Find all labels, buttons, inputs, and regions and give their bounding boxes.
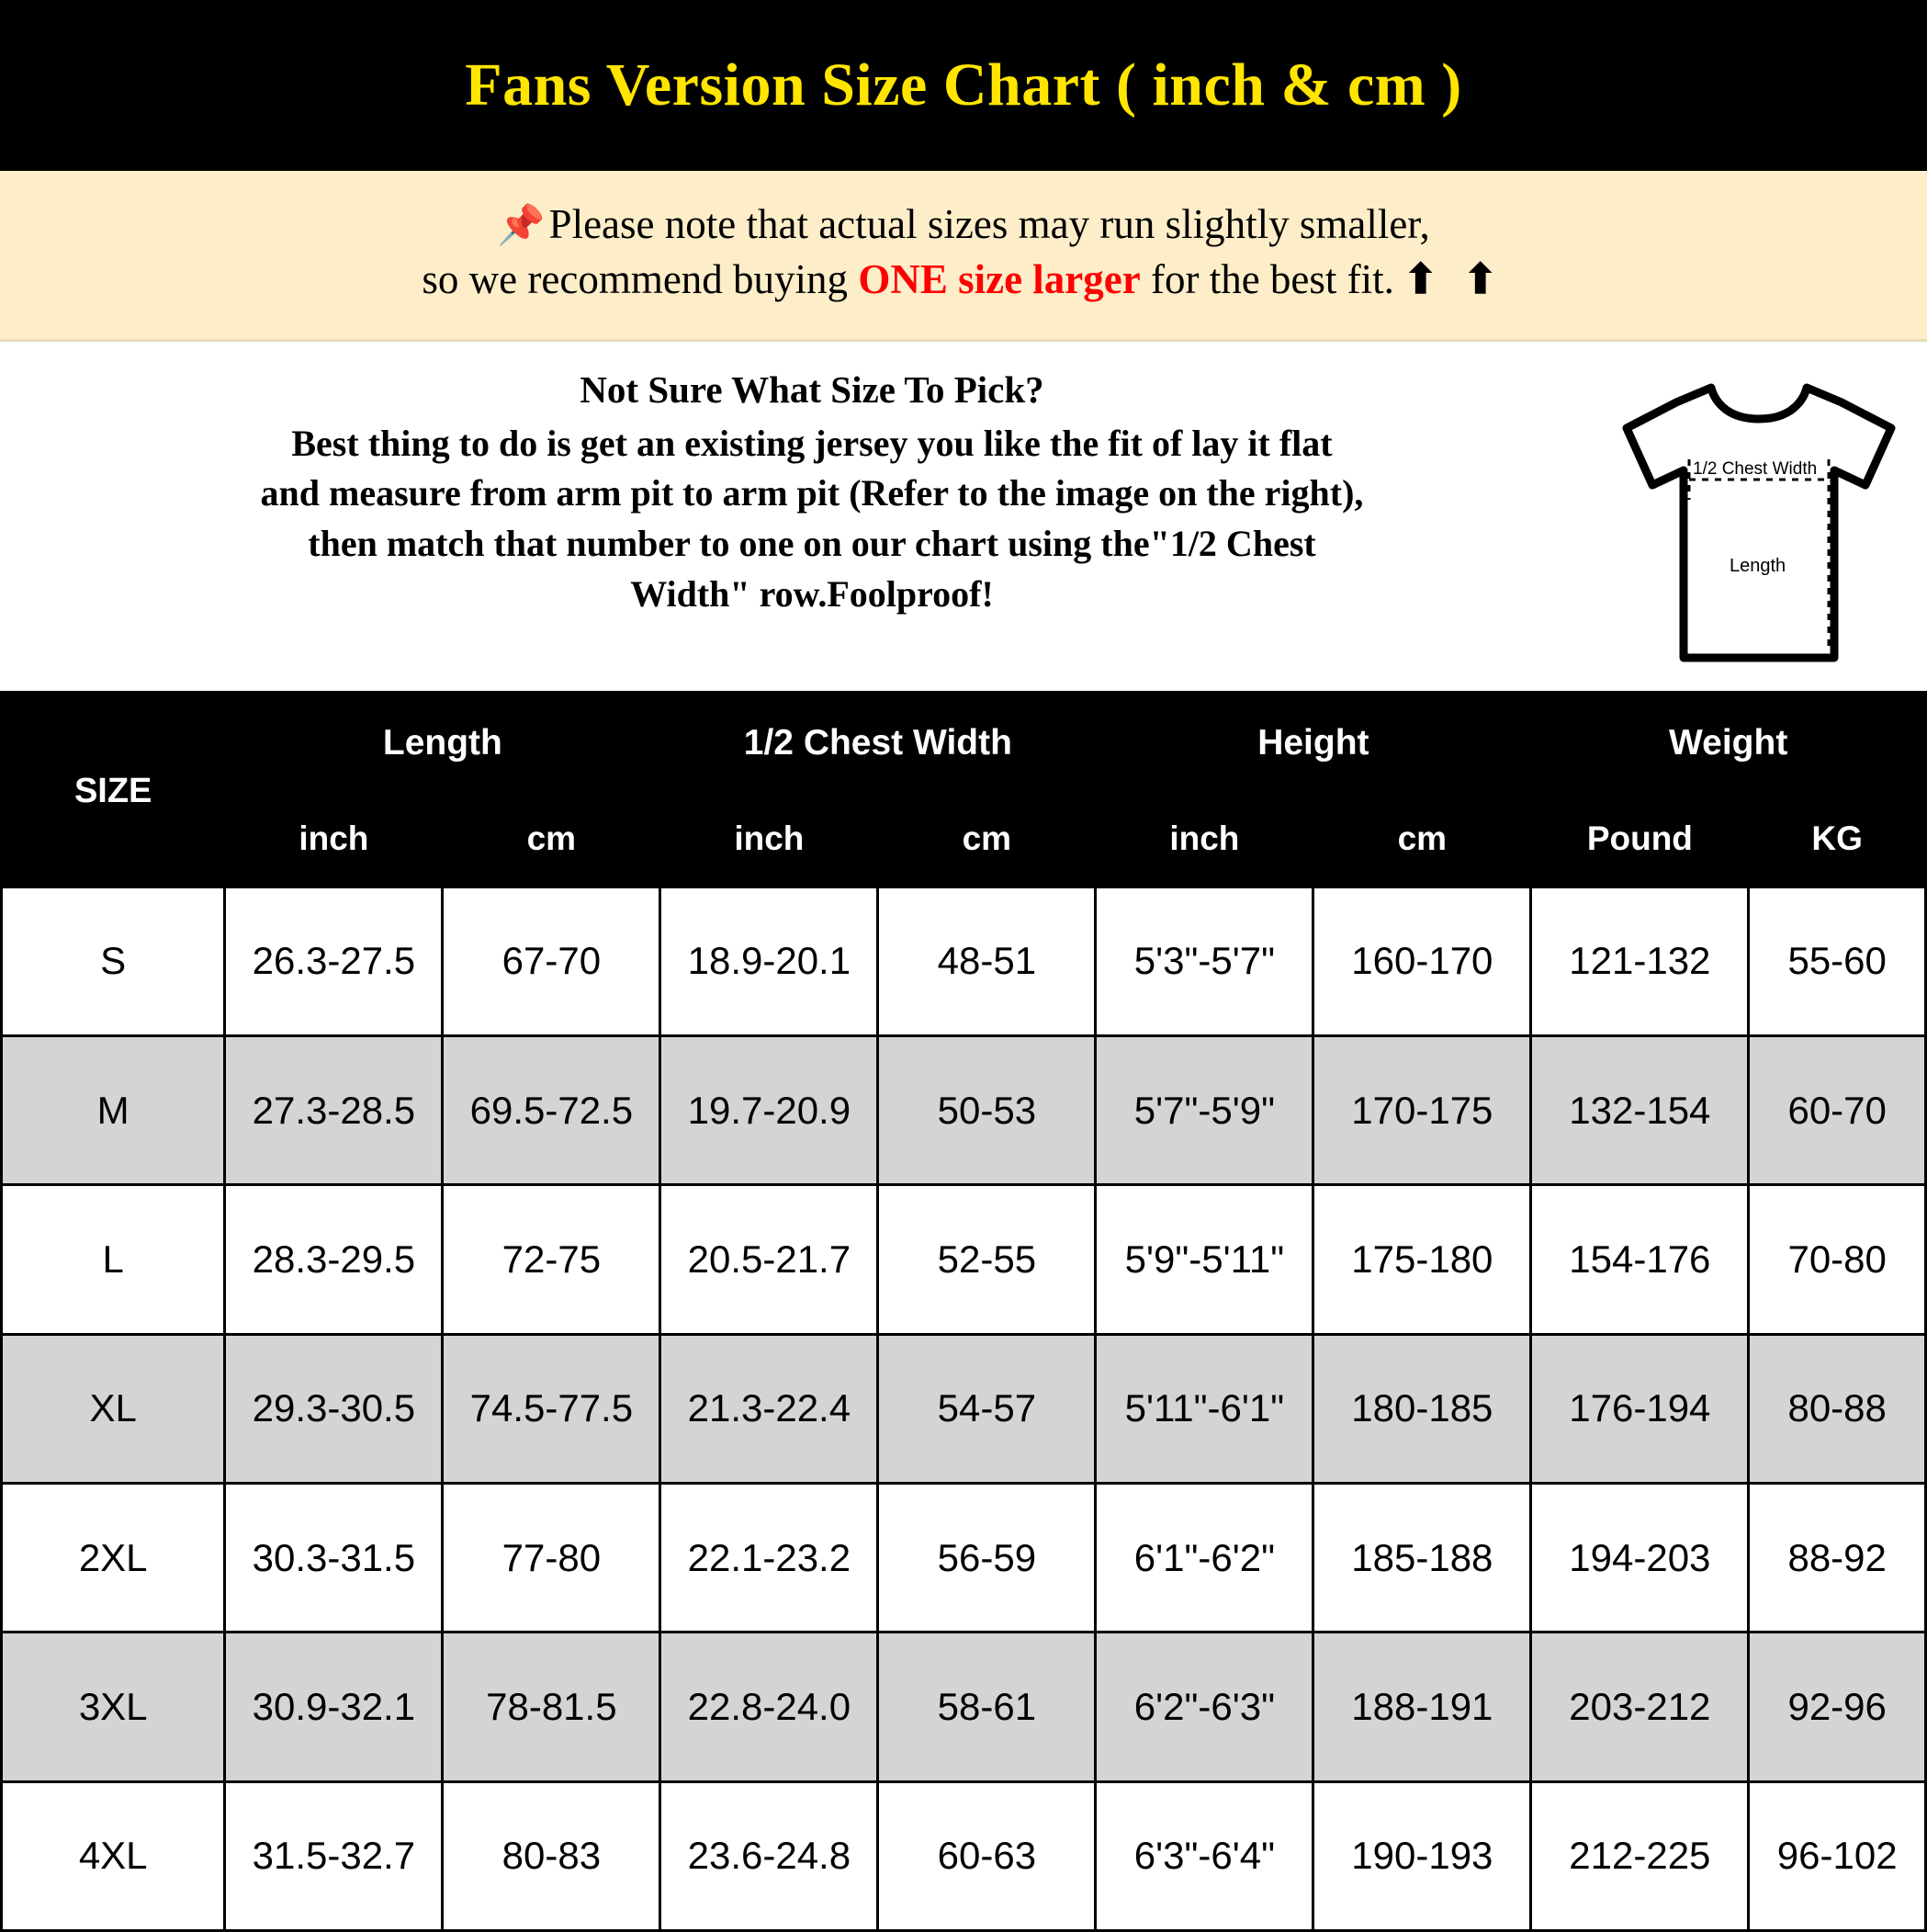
cell-height-cm: 175-180	[1313, 1185, 1531, 1334]
table-row	[2, 1185, 1926, 1334]
cell-length-inch: 27.3-28.5	[225, 1035, 443, 1184]
cell-height-inch: 5'11"-6'1"	[1096, 1334, 1313, 1483]
cell-chest-cm: 52-55	[878, 1185, 1096, 1334]
cell-weight-kg: 92-96	[1749, 1633, 1926, 1781]
cell-height-inch: 5'7"-5'9"	[1096, 1035, 1313, 1184]
cell-height-cm: 185-188	[1313, 1483, 1531, 1632]
cell-length-cm: 78-81.5	[443, 1633, 660, 1781]
help-body-line-1: Best thing to do is get an existing jersey you like the fit of lay it flat	[291, 422, 1333, 464]
cell-length-inch: 29.3-30.5	[225, 1334, 443, 1483]
header-group-length: Length	[225, 695, 660, 791]
table-row	[2, 1633, 1926, 1781]
cell-chest-inch: 22.1-23.2	[660, 1483, 878, 1632]
cell-chest-cm: 58-61	[878, 1633, 1096, 1781]
cell-weight-pound: 154-176	[1531, 1185, 1749, 1334]
cell-length-cm: 80-83	[443, 1781, 660, 1930]
cell-length-inch: 30.9-32.1	[225, 1633, 443, 1781]
row-size: 4XL	[2, 1781, 225, 1930]
cell-weight-kg: 55-60	[1749, 887, 1926, 1035]
row-size: XL	[2, 1334, 225, 1483]
note-banner	[0, 171, 1927, 342]
cell-length-cm: 77-80	[443, 1483, 660, 1632]
cell-chest-cm: 48-51	[878, 887, 1096, 1035]
cell-length-inch: 31.5-32.7	[225, 1781, 443, 1930]
cell-height-inch: 6'1"-6'2"	[1096, 1483, 1313, 1632]
cell-height-inch: 5'9"-5'11"	[1096, 1185, 1313, 1334]
note-highlight: ONE size larger	[858, 256, 1141, 303]
cell-weight-pound: 194-203	[1531, 1483, 1749, 1632]
cell-weight-kg: 96-102	[1749, 1781, 1926, 1930]
cell-height-cm: 170-175	[1313, 1035, 1531, 1184]
row-size: 3XL	[2, 1633, 225, 1781]
size-table	[0, 695, 1927, 1932]
cell-height-cm: 180-185	[1313, 1334, 1531, 1483]
note-text-2a: so we recommend buying	[422, 256, 859, 303]
header-unit-height-inch: inch	[1096, 791, 1313, 887]
note-line-1	[28, 197, 1899, 252]
cell-height-cm: 160-170	[1313, 887, 1531, 1035]
cell-chest-cm: 60-63	[878, 1781, 1096, 1930]
cell-length-cm: 74.5-77.5	[443, 1334, 660, 1483]
help-heading: Not Sure What Size To Pick?	[580, 367, 1044, 411]
tshirt-measure-diagram-icon	[1612, 371, 1906, 674]
cell-weight-pound: 176-194	[1531, 1334, 1749, 1483]
cell-length-inch: 26.3-27.5	[225, 887, 443, 1035]
cell-length-cm: 72-75	[443, 1185, 660, 1334]
page-title: Fans Version Size Chart ( inch & cm )	[465, 51, 1462, 119]
cell-chest-inch: 22.8-24.0	[660, 1633, 878, 1781]
cell-height-cm: 190-193	[1313, 1781, 1531, 1930]
table-row	[2, 1483, 1926, 1632]
header-unit-weight-kg: KG	[1749, 791, 1926, 887]
row-size: 2XL	[2, 1483, 225, 1632]
header-unit-length-inch: inch	[225, 791, 443, 887]
up-arrows-icon: ⬆ ⬆	[1403, 256, 1505, 303]
cell-weight-pound: 212-225	[1531, 1781, 1749, 1930]
cell-height-inch: 5'3"-5'7"	[1096, 887, 1313, 1035]
cell-length-inch: 28.3-29.5	[225, 1185, 443, 1334]
table-row	[2, 1781, 1926, 1930]
cell-chest-inch: 20.5-21.7	[660, 1185, 878, 1334]
note-line-2	[28, 252, 1899, 307]
header-unit-chest-inch: inch	[660, 791, 878, 887]
size-table-head	[2, 695, 1926, 887]
header-unit-height-cm: cm	[1313, 791, 1531, 887]
cell-chest-inch: 18.9-20.1	[660, 887, 878, 1035]
note-text-2b: for the best fit.	[1140, 256, 1394, 303]
cell-length-cm: 67-70	[443, 887, 660, 1035]
cell-weight-pound: 121-132	[1531, 887, 1749, 1035]
help-body-line-3: then match that number to one on our chart using the"1/2 Chest	[308, 523, 1316, 565]
header-size: SIZE	[2, 695, 225, 887]
table-row	[2, 1035, 1926, 1184]
cell-weight-pound: 132-154	[1531, 1035, 1749, 1184]
header-group-weight: Weight	[1531, 695, 1926, 791]
header-group-height: Height	[1096, 695, 1531, 791]
cell-height-cm: 188-191	[1313, 1633, 1531, 1781]
header-group-chest-width: 1/2 Chest Width	[660, 695, 1096, 791]
row-size: L	[2, 1185, 225, 1334]
help-body-line-2: and measure from arm pit to arm pit (Refer to the image on the right),	[260, 472, 1364, 514]
table-row	[2, 1334, 1926, 1483]
title-bar	[0, 0, 1927, 171]
help-body-line-4: Width" row.Foolproof!	[630, 572, 994, 615]
chest-width-label: 1/2 Chest Width	[1693, 458, 1818, 479]
cell-chest-inch: 23.6-24.8	[660, 1781, 878, 1930]
pushpin-icon: 📌	[497, 205, 546, 247]
cell-weight-pound: 203-212	[1531, 1633, 1749, 1781]
note-text-1: Please note that actual sizes may run slightly smaller,	[548, 201, 1430, 247]
cell-weight-kg: 80-88	[1749, 1334, 1926, 1483]
length-label: Length	[1730, 555, 1786, 576]
sizing-help-text	[17, 362, 1607, 620]
header-row-groups	[2, 695, 1926, 791]
cell-chest-inch: 21.3-22.4	[660, 1334, 878, 1483]
cell-length-cm: 69.5-72.5	[443, 1035, 660, 1184]
cell-height-inch: 6'3"-6'4"	[1096, 1781, 1313, 1930]
row-size: M	[2, 1035, 225, 1184]
cell-chest-cm: 56-59	[878, 1483, 1096, 1632]
cell-weight-kg: 60-70	[1749, 1035, 1926, 1184]
cell-chest-cm: 54-57	[878, 1334, 1096, 1483]
header-unit-length-cm: cm	[443, 791, 660, 887]
size-table-wrapper	[0, 695, 1927, 1932]
cell-height-inch: 6'2"-6'3"	[1096, 1633, 1313, 1781]
header-unit-chest-cm: cm	[878, 791, 1096, 887]
cell-length-inch: 30.3-31.5	[225, 1483, 443, 1632]
table-row	[2, 887, 1926, 1035]
cell-chest-inch: 19.7-20.9	[660, 1035, 878, 1184]
cell-weight-kg: 88-92	[1749, 1483, 1926, 1632]
sizing-help-section	[0, 342, 1927, 695]
size-table-body	[2, 887, 1926, 1930]
header-row-units	[2, 791, 1926, 887]
cell-weight-kg: 70-80	[1749, 1185, 1926, 1334]
cell-chest-cm: 50-53	[878, 1035, 1096, 1184]
row-size: S	[2, 887, 225, 1035]
header-unit-weight-pound: Pound	[1531, 791, 1749, 887]
tshirt-diagram	[1607, 362, 1910, 674]
